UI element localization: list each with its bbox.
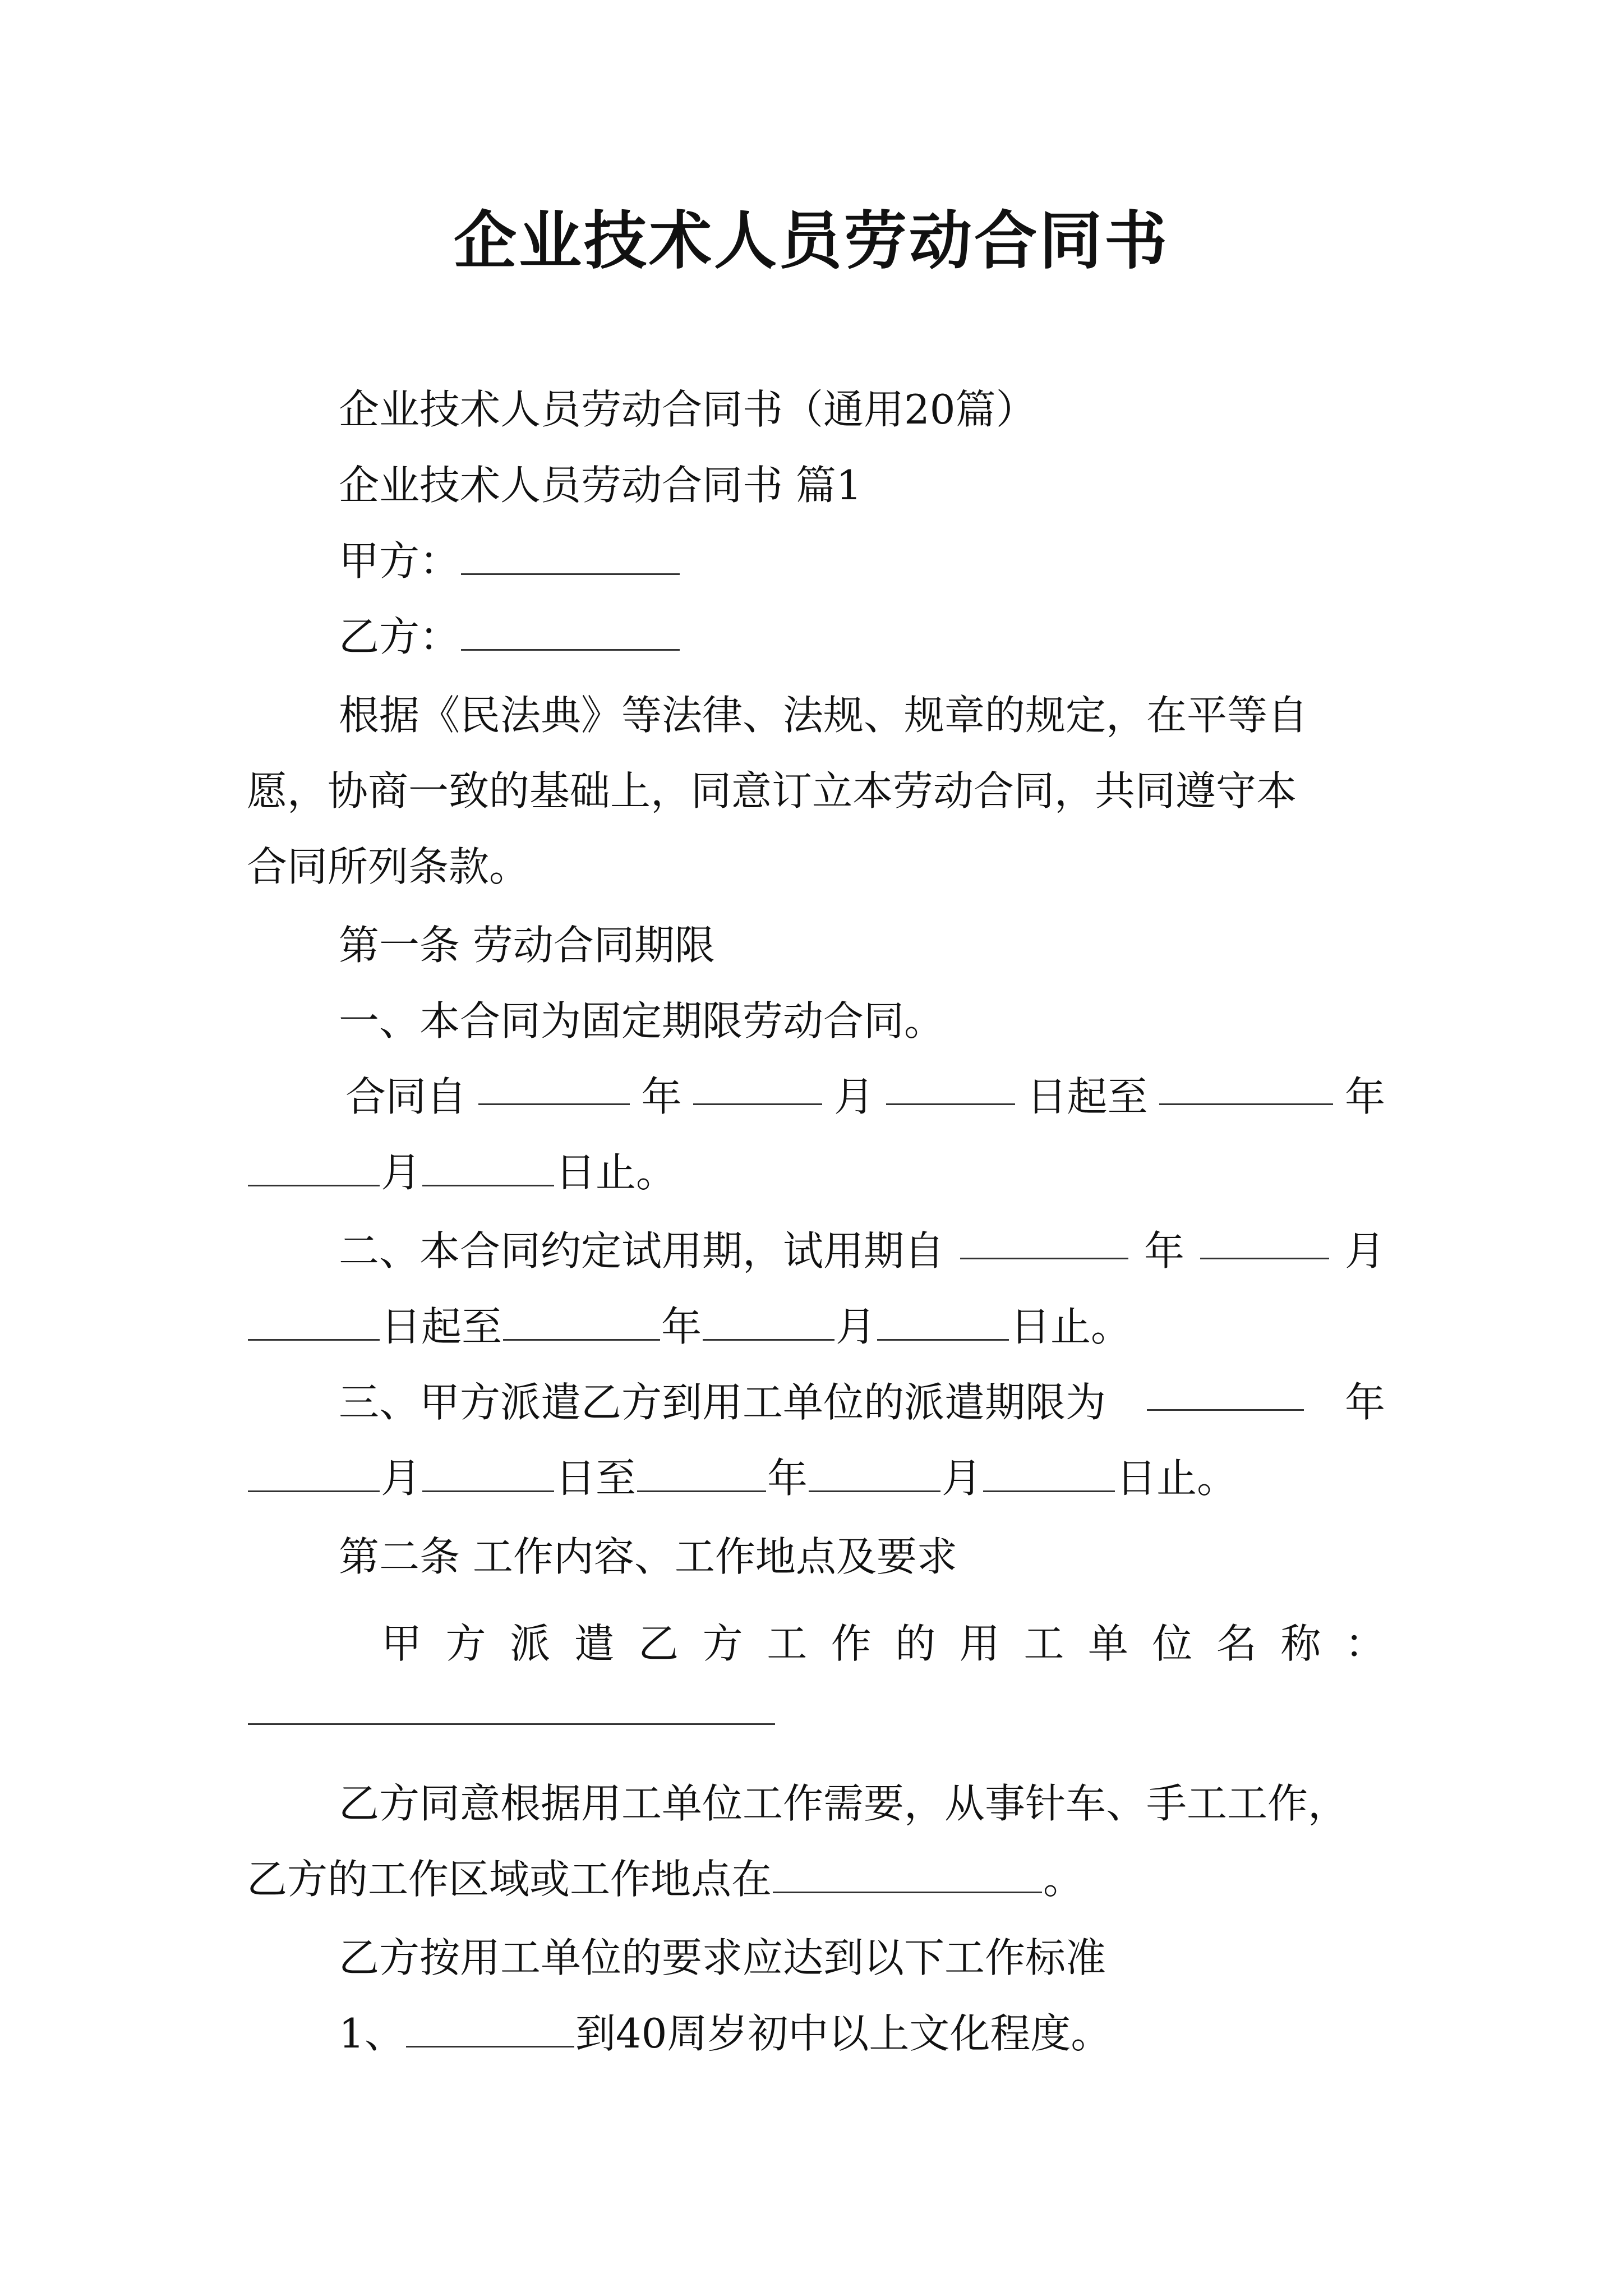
dispatch-line-2 [247, 1450, 1385, 1506]
article1-heading: 第一条 劳动合同期限 [339, 922, 715, 969]
dispatch-days-blank [422, 1456, 554, 1492]
term-start-day-blank [886, 1069, 1015, 1105]
dispatch-month-label: 月 [381, 1455, 422, 1502]
probation-line [339, 1223, 1385, 1279]
standard-1-blank [406, 2011, 574, 2047]
probation-start-day-blank [248, 1304, 380, 1341]
dispatch-line [339, 1374, 1385, 1430]
unit-name-char: 位 [1152, 1620, 1193, 1667]
work-location-prefix: 乙方的工作区域或工作地点在 [247, 1856, 772, 1903]
subtitle: 企业技术人员劳动合同书（通用20篇） [339, 386, 1036, 433]
document-title: 企业技术人员劳动合同书 [454, 204, 1169, 278]
probation-until-label: 日止。 [1010, 1303, 1132, 1350]
probation-month-label: 月 [1344, 1227, 1385, 1274]
dispatch-to-label: 日至 [555, 1455, 637, 1502]
contract-term-line [345, 1069, 1385, 1125]
contract-term-line-2 [247, 1144, 1385, 1200]
unit-name-char: 方 [445, 1620, 486, 1667]
unit-name-char: 乙 [638, 1620, 679, 1667]
unit-name-char: 遣 [574, 1620, 615, 1667]
article2-heading: 第二条 工作内容、工作地点及要求 [339, 1533, 957, 1580]
probation-start-year-blank [960, 1223, 1128, 1259]
dispatch-end-month-label: 月 [942, 1455, 983, 1502]
party-b-line [339, 609, 1385, 665]
unit-name-blank-line [247, 1683, 1385, 1739]
unit-name-blank [248, 1688, 775, 1725]
unit-name-char: 的 [895, 1620, 936, 1667]
probation-year-label: 年 [1144, 1227, 1184, 1274]
dispatch-months-blank [248, 1456, 380, 1492]
probation-line-2 [247, 1299, 1385, 1355]
section-heading: 企业技术人员劳动合同书 篇1 [339, 462, 862, 509]
dispatch-prefix: 三、甲方派遣乙方到用工单位的派遣期限为 [339, 1379, 1106, 1426]
term-end-day-blank [422, 1150, 554, 1186]
unit-name-char: 用 [959, 1620, 1000, 1667]
party-a-line [339, 533, 1385, 589]
dispatch-years-blank [1147, 1374, 1304, 1411]
term-prefix: 合同自 [345, 1073, 467, 1120]
dispatch-end-day-blank [983, 1456, 1115, 1492]
term-from-label: 日起至 [1026, 1073, 1148, 1120]
unit-name-char: 工 [1023, 1620, 1064, 1667]
probation-end-day-blank [877, 1304, 1009, 1341]
unit-name-line [381, 1616, 1385, 1672]
standard-1-prefix: 1、 [339, 2010, 405, 2057]
unit-name-char: ： [1344, 1620, 1385, 1667]
unit-name-char: 称 [1280, 1620, 1321, 1667]
probation-prefix: 二、本合同约定试用期，试用期自 [339, 1227, 945, 1274]
work-line-2 [247, 1851, 1385, 1907]
probation-start-month-blank [1200, 1223, 1329, 1259]
probation-from-label: 日起至 [381, 1303, 502, 1350]
work-location-suffix: 。 [1043, 1856, 1084, 1903]
unit-name-char: 方 [702, 1620, 743, 1667]
dispatch-until-label: 日止。 [1116, 1455, 1238, 1502]
unit-name-char: 单 [1087, 1620, 1128, 1667]
intro-line-2: 愿，协商一致的基础上，同意订立本劳动合同，共同遵守本 [247, 767, 1297, 815]
term-end-year-label: 年 [1344, 1073, 1385, 1120]
intro-line-1: 根据《民法典》等法律、法规、规章的规定，在平等自 [339, 692, 1308, 739]
probation-end-year-blank [503, 1304, 660, 1341]
term-start-month-blank [693, 1069, 822, 1105]
standard-intro: 乙方按用工单位的要求应达到以下工作标准 [339, 1934, 1106, 1981]
probation-end-year-label: 年 [661, 1303, 702, 1350]
unit-name-char: 工 [767, 1620, 808, 1667]
dispatch-end-year-label: 年 [767, 1455, 808, 1502]
party-a-label: 甲方： [339, 537, 460, 585]
unit-name-char: 甲 [381, 1620, 422, 1667]
unit-name-char: 名 [1216, 1620, 1257, 1667]
term-end-year-blank [1159, 1069, 1333, 1105]
party-b-blank [461, 614, 680, 651]
work-location-blank [773, 1857, 1042, 1893]
term-year-label: 年 [641, 1073, 682, 1120]
standard-1 [339, 2005, 1385, 2062]
unit-name-char: 作 [831, 1620, 872, 1667]
probation-end-month-label: 月 [836, 1303, 877, 1350]
term-until-label: 日止。 [555, 1149, 677, 1196]
term-end-month-blank [248, 1150, 380, 1186]
dispatch-end-month-blank [809, 1456, 940, 1492]
standard-1-suffix: 到40周岁初中以上文化程度。 [575, 2010, 1112, 2057]
article1-item1: 一、本合同为固定期限劳动合同。 [339, 997, 945, 1045]
unit-name-char: 派 [510, 1620, 551, 1667]
party-b-label: 乙方： [339, 613, 460, 660]
probation-end-month-blank [703, 1304, 834, 1341]
party-a-blank [461, 539, 680, 575]
dispatch-year-label: 年 [1344, 1379, 1385, 1426]
intro-line-3: 合同所列条款。 [247, 843, 530, 890]
term-end-month-label: 月 [381, 1149, 422, 1196]
dispatch-end-year-blank [637, 1456, 766, 1492]
term-month-label: 月 [833, 1073, 874, 1120]
work-line-1: 乙方同意根据用工单位工作需要，从事针车、手工工作， [339, 1780, 1349, 1827]
term-start-year-blank [478, 1069, 630, 1105]
